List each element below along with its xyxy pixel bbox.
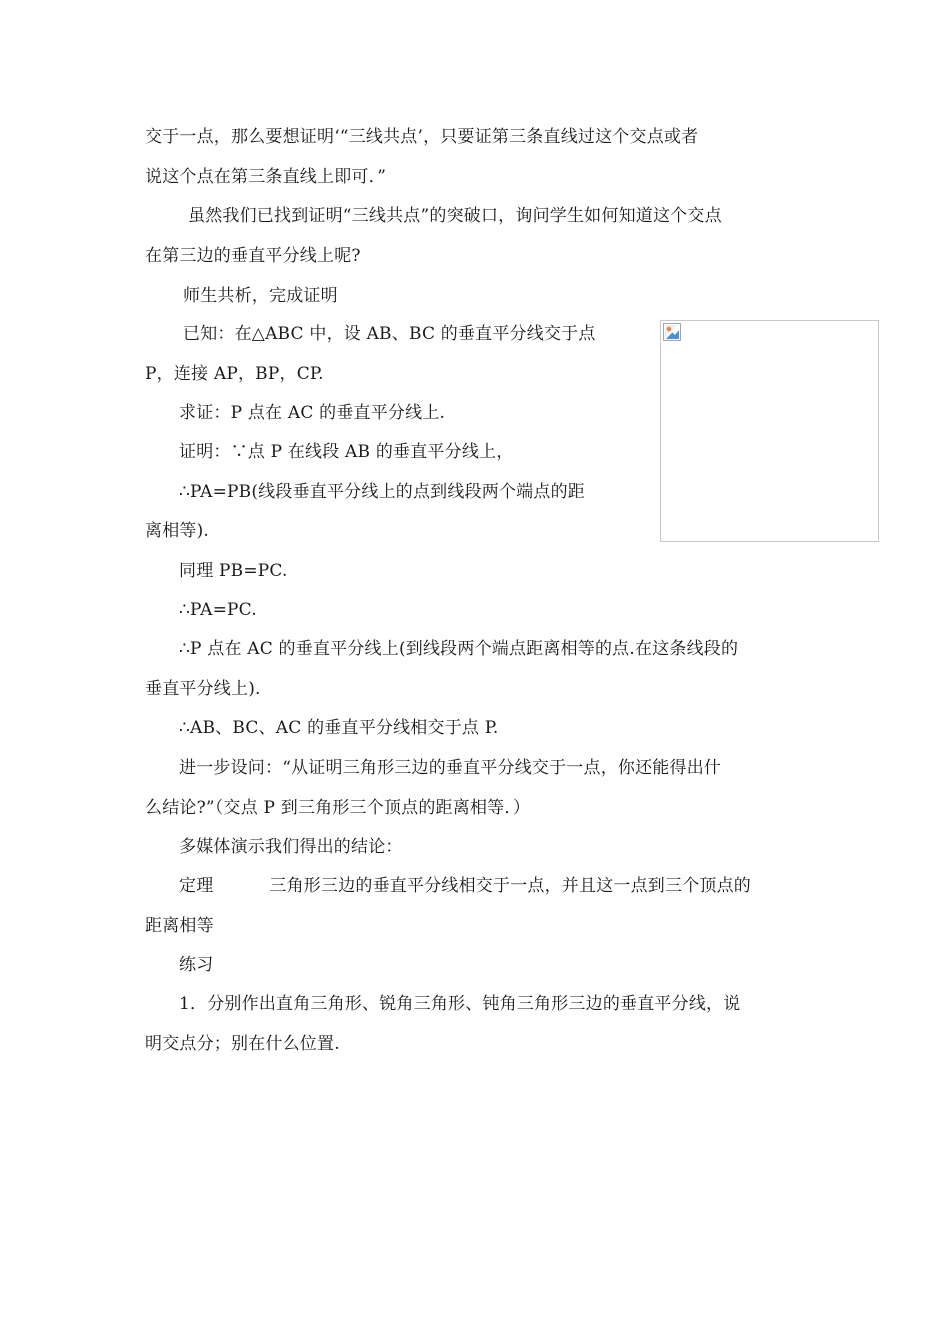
proof-line: ∴PA=PC. [179,600,257,620]
proof-line: ∴P 点在 AC 的垂直平分线上(到线段两个端点距离相等的点.在这条线段的 [179,639,739,659]
theorem-label: 定理 [179,876,214,896]
paragraph-line: 说这个点在第三条直线上即可．” [145,167,387,187]
proof-line: ∴PA=PB(线段垂直平分线上的点到线段两个端点的距 [179,482,585,502]
exercise-item: 1．分别作出直角三角形、锐角三角形、钝角三角形三边的垂直平分线，说 [179,994,741,1014]
proof-line: 同理 PB=PC. [179,561,288,581]
prove-statement: 求证：P 点在 AC 的垂直平分线上. [179,403,446,423]
proof-conclusion: ∴AB、BC、AC 的垂直平分线相交于点 P. [179,718,499,738]
paragraph-line: 进一步设问：“从证明三角形三边的垂直平分线交于一点，你还能得出什 [179,758,722,778]
paragraph-line: 虽然我们已找到证明“三线共点”的突破口，询问学生如何知道这个交点 [188,206,722,226]
proof-line: 离相等). [145,521,210,541]
exercise-heading: 练习 [179,955,214,975]
theorem-line [179,875,751,897]
paragraph-line: 多媒体演示我们得出的结论： [179,837,403,857]
broken-image-icon [663,323,681,341]
paragraph-line: 在第三边的垂直平分线上呢? [145,246,361,266]
theorem-text: 三角形三边的垂直平分线相交于一点，并且这一点到三个顶点的 [269,876,752,896]
paragraph-line: 师生共析，完成证明 [183,286,338,306]
paragraph-line: 么结论?”（交点 P 到三角形三个顶点的距离相等．） [145,798,531,818]
triangle-figure-placeholder [660,320,879,542]
paragraph-line: P，连接 AP，BP，CP. [145,364,324,384]
theorem-line: 距离相等 [145,916,214,936]
given-statement: 已知：在△ABC 中，设 AB、BC 的垂直平分线交于点 [183,324,596,344]
paragraph-line: 交于一点，那么要想证明‘“三线共点’，只要证第三条直线过这个交点或者 [145,127,699,147]
proof-line: 证明：∵点 P 在线段 AB 的垂直平分线上， [179,442,514,462]
proof-line: 垂直平分线上). [145,679,261,699]
exercise-item: 明交点分；别在什么位置. [145,1034,340,1054]
